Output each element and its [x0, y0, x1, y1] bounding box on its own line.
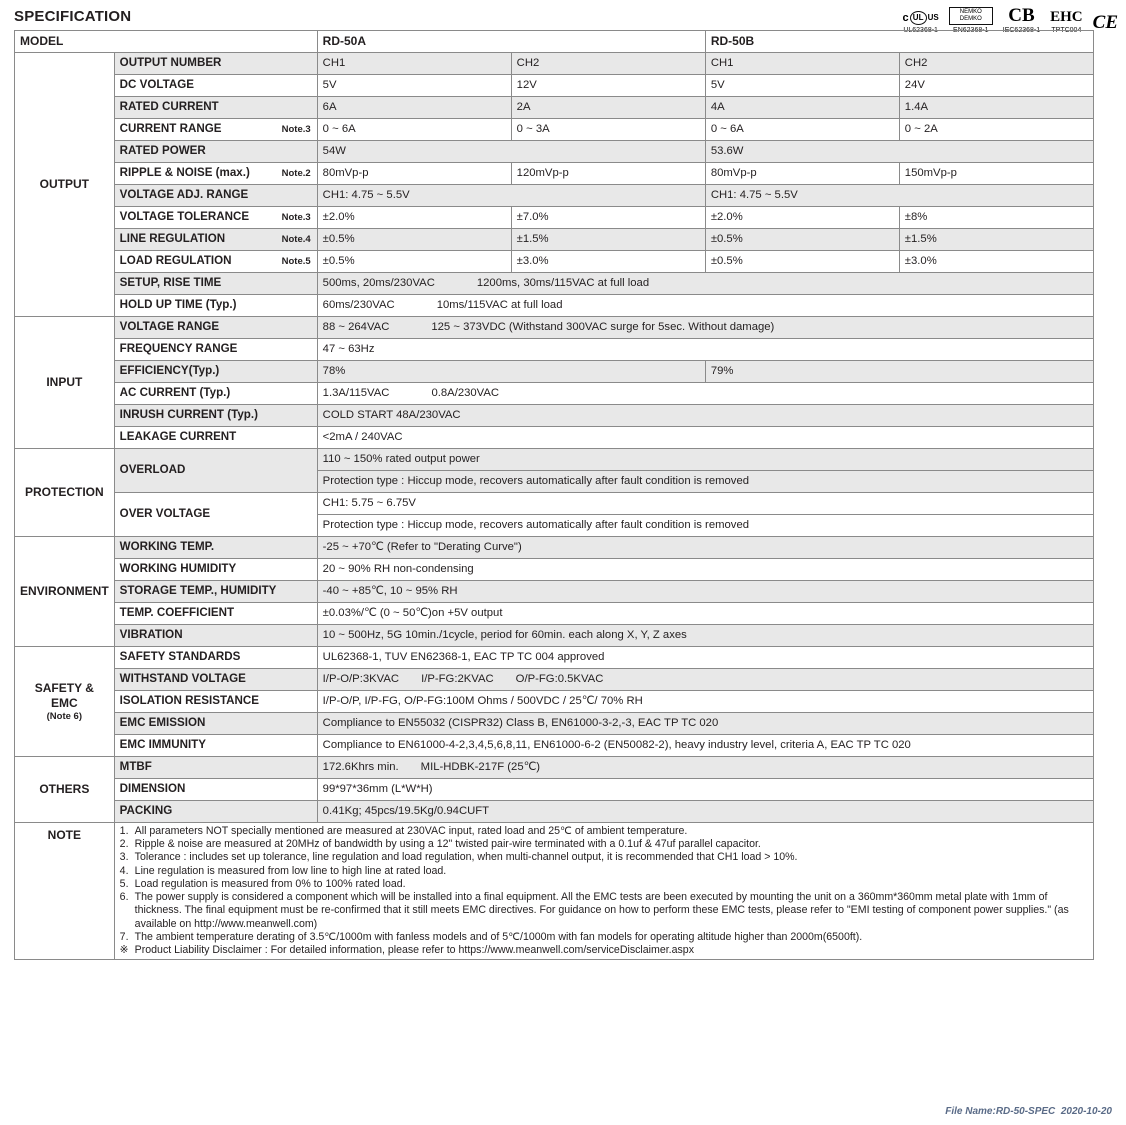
value-hold-up-1: 60ms/230VAC [322, 299, 395, 312]
table-row-emc-immunity [15, 735, 1094, 757]
table-row-working-temp [15, 537, 1094, 559]
value-isolation-resistance: I/P-O/P, I/P-FG, O/P-FG:100M Ohms / 500VDC / 25℃/ 70% RH [317, 691, 1093, 713]
value-current-range-b-ch2: 0 ~ 2A [899, 119, 1093, 141]
table-row-hold-up-time [15, 295, 1094, 317]
table-row-voltage-adj [15, 185, 1094, 207]
param-load-regulation-label: LOAD REGULATION [119, 254, 232, 268]
value-dc-voltage-b-ch2: 24V [899, 75, 1093, 97]
value-load-reg-a-ch2: ±3.0% [511, 251, 705, 273]
value-load-reg-b-ch1: ±0.5% [705, 251, 899, 273]
value-overload-1: 110 ~ 150% rated output power [317, 449, 1093, 471]
table-row-leakage-current [15, 427, 1094, 449]
param-rated-current: RATED CURRENT [114, 97, 317, 119]
value-mtbf-2: MIL-HDBK-217F (25℃) [420, 761, 541, 774]
value-leakage-current: <2mA / 240VAC [317, 427, 1093, 449]
note-text: Tolerance : includes set up tolerance, line regulation and load regulation, when multi-channel output, it is recommended that CH1 load > 10%. [134, 851, 798, 864]
param-withstand-voltage: WITHSTAND VOLTAGE [114, 669, 317, 691]
value-vibration: 10 ~ 500Hz, 5G 10min./1cycle, period for 60min. each along X, Y, Z axes [317, 625, 1093, 647]
section-safety-line2: EMC [51, 695, 78, 710]
value-working-humidity: 20 ~ 90% RH non-condensing [317, 559, 1093, 581]
value-hold-up-time [317, 295, 1093, 317]
value-output-number-b-ch2: CH2 [899, 53, 1093, 75]
param-voltage-tolerance-note: Note.3 [281, 212, 311, 224]
param-vibration: VIBRATION [114, 625, 317, 647]
model-rd50b: RD-50B [705, 31, 1093, 53]
section-input: INPUT [15, 317, 115, 449]
value-emc-immunity: Compliance to EN61000-4-2,3,4,5,6,8,11, EN61000-6-2 (EN50082-2), heavy industry level, criteria A, EAC TP TC 020 [317, 735, 1093, 757]
param-voltage-adj: VOLTAGE ADJ. RANGE [114, 185, 317, 207]
value-setup-rise-2: 1200ms, 30ms/115VAC at full load [476, 277, 650, 290]
ul-us-glyph: US [927, 13, 939, 22]
note-item [120, 944, 1088, 957]
table-row-isolation-resistance [15, 691, 1094, 713]
value-current-range-b-ch1: 0 ~ 6A [705, 119, 899, 141]
table-row-temp-coefficient [15, 603, 1094, 625]
table-row-safety-standards [15, 647, 1094, 669]
table-row-frequency-range [15, 339, 1094, 361]
value-ac-current [317, 383, 1093, 405]
param-ripple-noise-note: Note.2 [281, 168, 311, 180]
certification-logos [903, 0, 1118, 34]
cb-caption: IEC62368-1 [1002, 27, 1041, 34]
param-line-regulation [114, 229, 317, 251]
footer-file-name [945, 1106, 1112, 1117]
model-rd50a: RD-50A [317, 31, 705, 53]
value-voltage-tol-a-ch2: ±7.0% [511, 207, 705, 229]
value-inrush-current: COLD START 48A/230VAC [317, 405, 1093, 427]
value-voltage-range-1: 88 ~ 264VAC [322, 321, 390, 334]
param-rated-power: RATED POWER [114, 141, 317, 163]
value-setup-rise-1: 500ms, 20ms/230VAC [322, 277, 435, 290]
param-dimension: DIMENSION [114, 779, 317, 801]
param-setup-rise-time: SETUP, RISE TIME [114, 273, 317, 295]
value-ripple-a-ch1: 80mVp-p [317, 163, 511, 185]
ul-caption: UL62368-1 [903, 27, 938, 34]
table-row-voltage-range [15, 317, 1094, 339]
value-ripple-b-ch2: 150mVp-p [899, 163, 1093, 185]
param-hold-up-time: HOLD UP TIME (Typ.) [114, 295, 317, 317]
table-row-voltage-tolerance [15, 207, 1094, 229]
eac-caption: TPTC004 [1051, 27, 1082, 34]
table-row-vibration [15, 625, 1094, 647]
section-note: NOTE [15, 823, 115, 960]
demko-caption: EN62368-1 [953, 27, 989, 34]
value-current-range-a-ch1: 0 ~ 6A [317, 119, 511, 141]
value-ripple-a-ch2: 120mVp-p [511, 163, 705, 185]
param-frequency-range: FREQUENCY RANGE [114, 339, 317, 361]
eac-icon: EHC [1050, 9, 1083, 25]
value-setup-rise-time [317, 273, 1093, 295]
value-rated-current-b-ch1: 4A [705, 97, 899, 119]
param-mtbf: MTBF [114, 757, 317, 779]
value-withstand-1: I/P-O/P:3KVAC [322, 673, 400, 686]
param-current-range-label: CURRENT RANGE [119, 122, 222, 136]
ul-icon [903, 11, 939, 25]
note-item [120, 851, 1088, 864]
param-emc-immunity: EMC IMMUNITY [114, 735, 317, 757]
table-row-packing [15, 801, 1094, 823]
param-leakage-current: LEAKAGE CURRENT [114, 427, 317, 449]
table-row-current-range [15, 119, 1094, 141]
param-isolation-resistance: ISOLATION RESISTANCE [114, 691, 317, 713]
value-dc-voltage-a-ch2: 12V [511, 75, 705, 97]
value-efficiency-b: 79% [705, 361, 1093, 383]
section-safety-note: (Note 6) [46, 710, 83, 722]
param-ripple-noise [114, 163, 317, 185]
value-overload-2: Protection type : Hiccup mode, recovers automatically after fault condition is removed [317, 471, 1093, 493]
value-hold-up-2: 10ms/115VAC at full load [436, 299, 563, 312]
table-row-over-voltage-1 [15, 493, 1094, 515]
param-load-regulation [114, 251, 317, 273]
param-line-regulation-note: Note.4 [281, 234, 311, 246]
note-text: All parameters NOT specially mentioned are measured at 230VAC input, rated load and 25℃ of ambient temperature. [134, 825, 688, 837]
note-number: ※ [119, 944, 129, 957]
note-item [120, 838, 1088, 851]
note-item [120, 865, 1088, 878]
note-item [120, 891, 1088, 931]
table-row-ac-current [15, 383, 1094, 405]
table-row-ripple-noise [15, 163, 1094, 185]
value-rated-power-b: 53.6W [705, 141, 1093, 163]
value-ac-current-2: 0.8A/230VAC [431, 387, 500, 400]
param-line-regulation-label: LINE REGULATION [119, 232, 226, 246]
value-current-range-a-ch2: 0 ~ 3A [511, 119, 705, 141]
table-row-output-number [15, 53, 1094, 75]
param-voltage-tolerance [114, 207, 317, 229]
note-item [120, 931, 1088, 944]
param-voltage-range: VOLTAGE RANGE [114, 317, 317, 339]
table-row-dimension [15, 779, 1094, 801]
value-temp-coefficient: ±0.03%/℃ (0 ~ 50℃)on +5V output [317, 603, 1093, 625]
note-text: Line regulation is measured from low line to high line at rated load. [134, 864, 447, 877]
param-ripple-noise-label: RIPPLE & NOISE (max.) [119, 166, 250, 180]
value-voltage-adj-a: CH1: 4.75 ~ 5.5V [317, 185, 705, 207]
ce-certification-logo [1093, 13, 1118, 34]
value-emc-emission: Compliance to EN55032 (CISPR32) Class B, EN61000-3-2,-3, EAC TP TC 020 [317, 713, 1093, 735]
value-voltage-adj-b: CH1: 4.75 ~ 5.5V [705, 185, 1093, 207]
param-load-regulation-note: Note.5 [281, 256, 311, 268]
value-mtbf-1: 172.6Khrs min. [322, 761, 399, 774]
value-line-reg-a-ch1: ±0.5% [317, 229, 511, 251]
note-text: The ambient temperature derating of 3.5℃/1000m with fanless models and of 5℃/1000m with fan models for operating altitude higher than 2000m(6500ft). [134, 930, 863, 943]
footer-file-name-text: File Name:RD-50-SPEC [945, 1106, 1056, 1117]
note-item [120, 825, 1088, 838]
param-voltage-tolerance-label: VOLTAGE TOLERANCE [119, 210, 250, 224]
value-output-number-a-ch2: CH2 [511, 53, 705, 75]
param-safety-standards: SAFETY STANDARDS [114, 647, 317, 669]
ce-icon: CE [1092, 12, 1118, 33]
cb-icon: CB [1008, 5, 1035, 26]
demko-line2: DEMKO [959, 16, 982, 23]
specification-table [14, 30, 1094, 960]
model-label: MODEL [15, 31, 318, 53]
value-safety-standards: UL62368-1, TUV EN62368-1, EAC TP TC 004 approved [317, 647, 1093, 669]
param-output-number: OUTPUT NUMBER [114, 53, 317, 75]
param-dc-voltage: DC VOLTAGE [114, 75, 317, 97]
table-row-rated-power [15, 141, 1094, 163]
table-row-withstand-voltage [15, 669, 1094, 691]
table-row-model [15, 31, 1094, 53]
value-line-reg-b-ch2: ±1.5% [899, 229, 1093, 251]
value-voltage-range-2: 125 ~ 373VDC (Withstand 300VAC surge for 5sec. Without damage) [431, 321, 775, 334]
param-storage-temp-humidity: STORAGE TEMP., HUMIDITY [114, 581, 317, 603]
section-safety-emc [15, 647, 115, 757]
value-efficiency-a: 78% [317, 361, 705, 383]
note-number: 4. [119, 864, 129, 877]
notes-cell [114, 823, 1093, 960]
value-ripple-b-ch1: 80mVp-p [705, 163, 899, 185]
footer-date: 2020-10-20 [1060, 1106, 1112, 1117]
note-number: 2. [119, 838, 129, 851]
value-voltage-tol-b-ch2: ±8% [899, 207, 1093, 229]
value-storage-temp-humidity: -40 ~ +85℃, 10 ~ 95% RH [317, 581, 1093, 603]
section-environment: ENVIRONMENT [15, 537, 115, 647]
note-text: Product Liability Disclaimer : For detailed information, please refer to https://www.meanwell.com/serviceDisclaimer.aspx [134, 944, 694, 957]
table-row-efficiency [15, 361, 1094, 383]
section-others: OTHERS [15, 757, 115, 823]
table-row-line-regulation [15, 229, 1094, 251]
value-working-temp: -25 ~ +70℃ (Refer to "Derating Curve") [317, 537, 1093, 559]
note-number: 1. [119, 825, 129, 837]
value-dimension: 99*97*36mm (L*W*H) [317, 779, 1093, 801]
table-row-emc-emission [15, 713, 1094, 735]
param-ac-current: AC CURRENT (Typ.) [114, 383, 317, 405]
table-row-notes [15, 823, 1094, 960]
demko-line1: NEMKO [959, 9, 982, 16]
value-over-voltage-2: Protection type : Hiccup mode, recovers automatically after fault condition is removed [317, 515, 1093, 537]
note-item [120, 878, 1088, 891]
table-row-mtbf [15, 757, 1094, 779]
param-efficiency: EFFICIENCY(Typ.) [114, 361, 317, 383]
ul-c-glyph: c [902, 11, 909, 24]
table-row-working-humidity [15, 559, 1094, 581]
value-load-reg-a-ch1: ±0.5% [317, 251, 511, 273]
value-output-number-b-ch1: CH1 [705, 53, 899, 75]
value-ac-current-1: 1.3A/115VAC [322, 387, 390, 400]
note-text: The power supply is considered a component which will be installed into a final equipment. All the EMC tests are been executed by mounting the unit on a 360mm*360mm metal plate with 1mm of thickness. The final equipment must be re-confirmed that it still meets EMC directives. For guidance on how to perform these EMC tests, please refer to "EMI testing of component power supplies." (as available on http://www.meanwell.com) [134, 891, 1069, 930]
param-current-range [114, 119, 317, 141]
value-rated-current-b-ch2: 1.4A [899, 97, 1093, 119]
value-rated-current-a-ch2: 2A [511, 97, 705, 119]
demko-icon [949, 7, 993, 25]
param-packing: PACKING [114, 801, 317, 823]
page-title: SPECIFICATION [14, 8, 132, 25]
value-load-reg-b-ch2: ±3.0% [899, 251, 1093, 273]
param-temp-coefficient: TEMP. COEFFICIENT [114, 603, 317, 625]
value-withstand-2: I/P-FG:2KVAC [421, 673, 494, 686]
param-over-voltage: OVER VOLTAGE [114, 493, 317, 537]
value-rated-current-a-ch1: 6A [317, 97, 511, 119]
param-working-humidity: WORKING HUMIDITY [114, 559, 317, 581]
ul-circle-glyph: UL [910, 11, 927, 25]
section-safety-line1: SAFETY & [34, 680, 94, 695]
table-row-inrush-current [15, 405, 1094, 427]
table-row-overload-1 [15, 449, 1094, 471]
value-mtbf [317, 757, 1093, 779]
table-row-dc-voltage [15, 75, 1094, 97]
param-overload: OVERLOAD [114, 449, 317, 493]
section-output: OUTPUT [15, 53, 115, 317]
notes-list [120, 825, 1088, 957]
value-voltage-tol-b-ch1: ±2.0% [705, 207, 899, 229]
note-number: 7. [119, 930, 129, 943]
value-voltage-tol-a-ch1: ±2.0% [317, 207, 511, 229]
value-voltage-range [317, 317, 1093, 339]
note-number: 3. [119, 851, 129, 864]
param-inrush-current: INRUSH CURRENT (Typ.) [114, 405, 317, 427]
value-line-reg-b-ch1: ±0.5% [705, 229, 899, 251]
value-withstand-voltage [317, 669, 1093, 691]
value-dc-voltage-b-ch1: 5V [705, 75, 899, 97]
param-current-range-note: Note.3 [281, 124, 311, 136]
section-protection: PROTECTION [15, 449, 115, 537]
value-packing: 0.41Kg; 45pcs/19.5Kg/0.94CUFT [317, 801, 1093, 823]
note-text: Load regulation is measured from 0% to 100% rated load. [134, 877, 406, 890]
note-number: 5. [119, 877, 129, 890]
value-rated-power-a: 54W [317, 141, 705, 163]
table-row-storage [15, 581, 1094, 603]
table-row-rated-current [15, 97, 1094, 119]
value-output-number-a-ch1: CH1 [317, 53, 511, 75]
note-number: 6. [119, 891, 129, 904]
table-row-setup-rise-time [15, 273, 1094, 295]
value-over-voltage-1: CH1: 5.75 ~ 6.75V [317, 493, 1093, 515]
value-dc-voltage-a-ch1: 5V [317, 75, 511, 97]
value-withstand-3: O/P-FG:0.5KVAC [515, 673, 604, 686]
value-line-reg-a-ch2: ±1.5% [511, 229, 705, 251]
table-row-load-regulation [15, 251, 1094, 273]
param-emc-emission: EMC EMISSION [114, 713, 317, 735]
note-text: Ripple & noise are measured at 20MHz of bandwidth by using a 12" twisted pair-wire terminated with a 0.1uf & 47uf parallel capacitor. [134, 838, 761, 851]
value-frequency-range: 47 ~ 63Hz [317, 339, 1093, 361]
param-working-temp: WORKING TEMP. [114, 537, 317, 559]
